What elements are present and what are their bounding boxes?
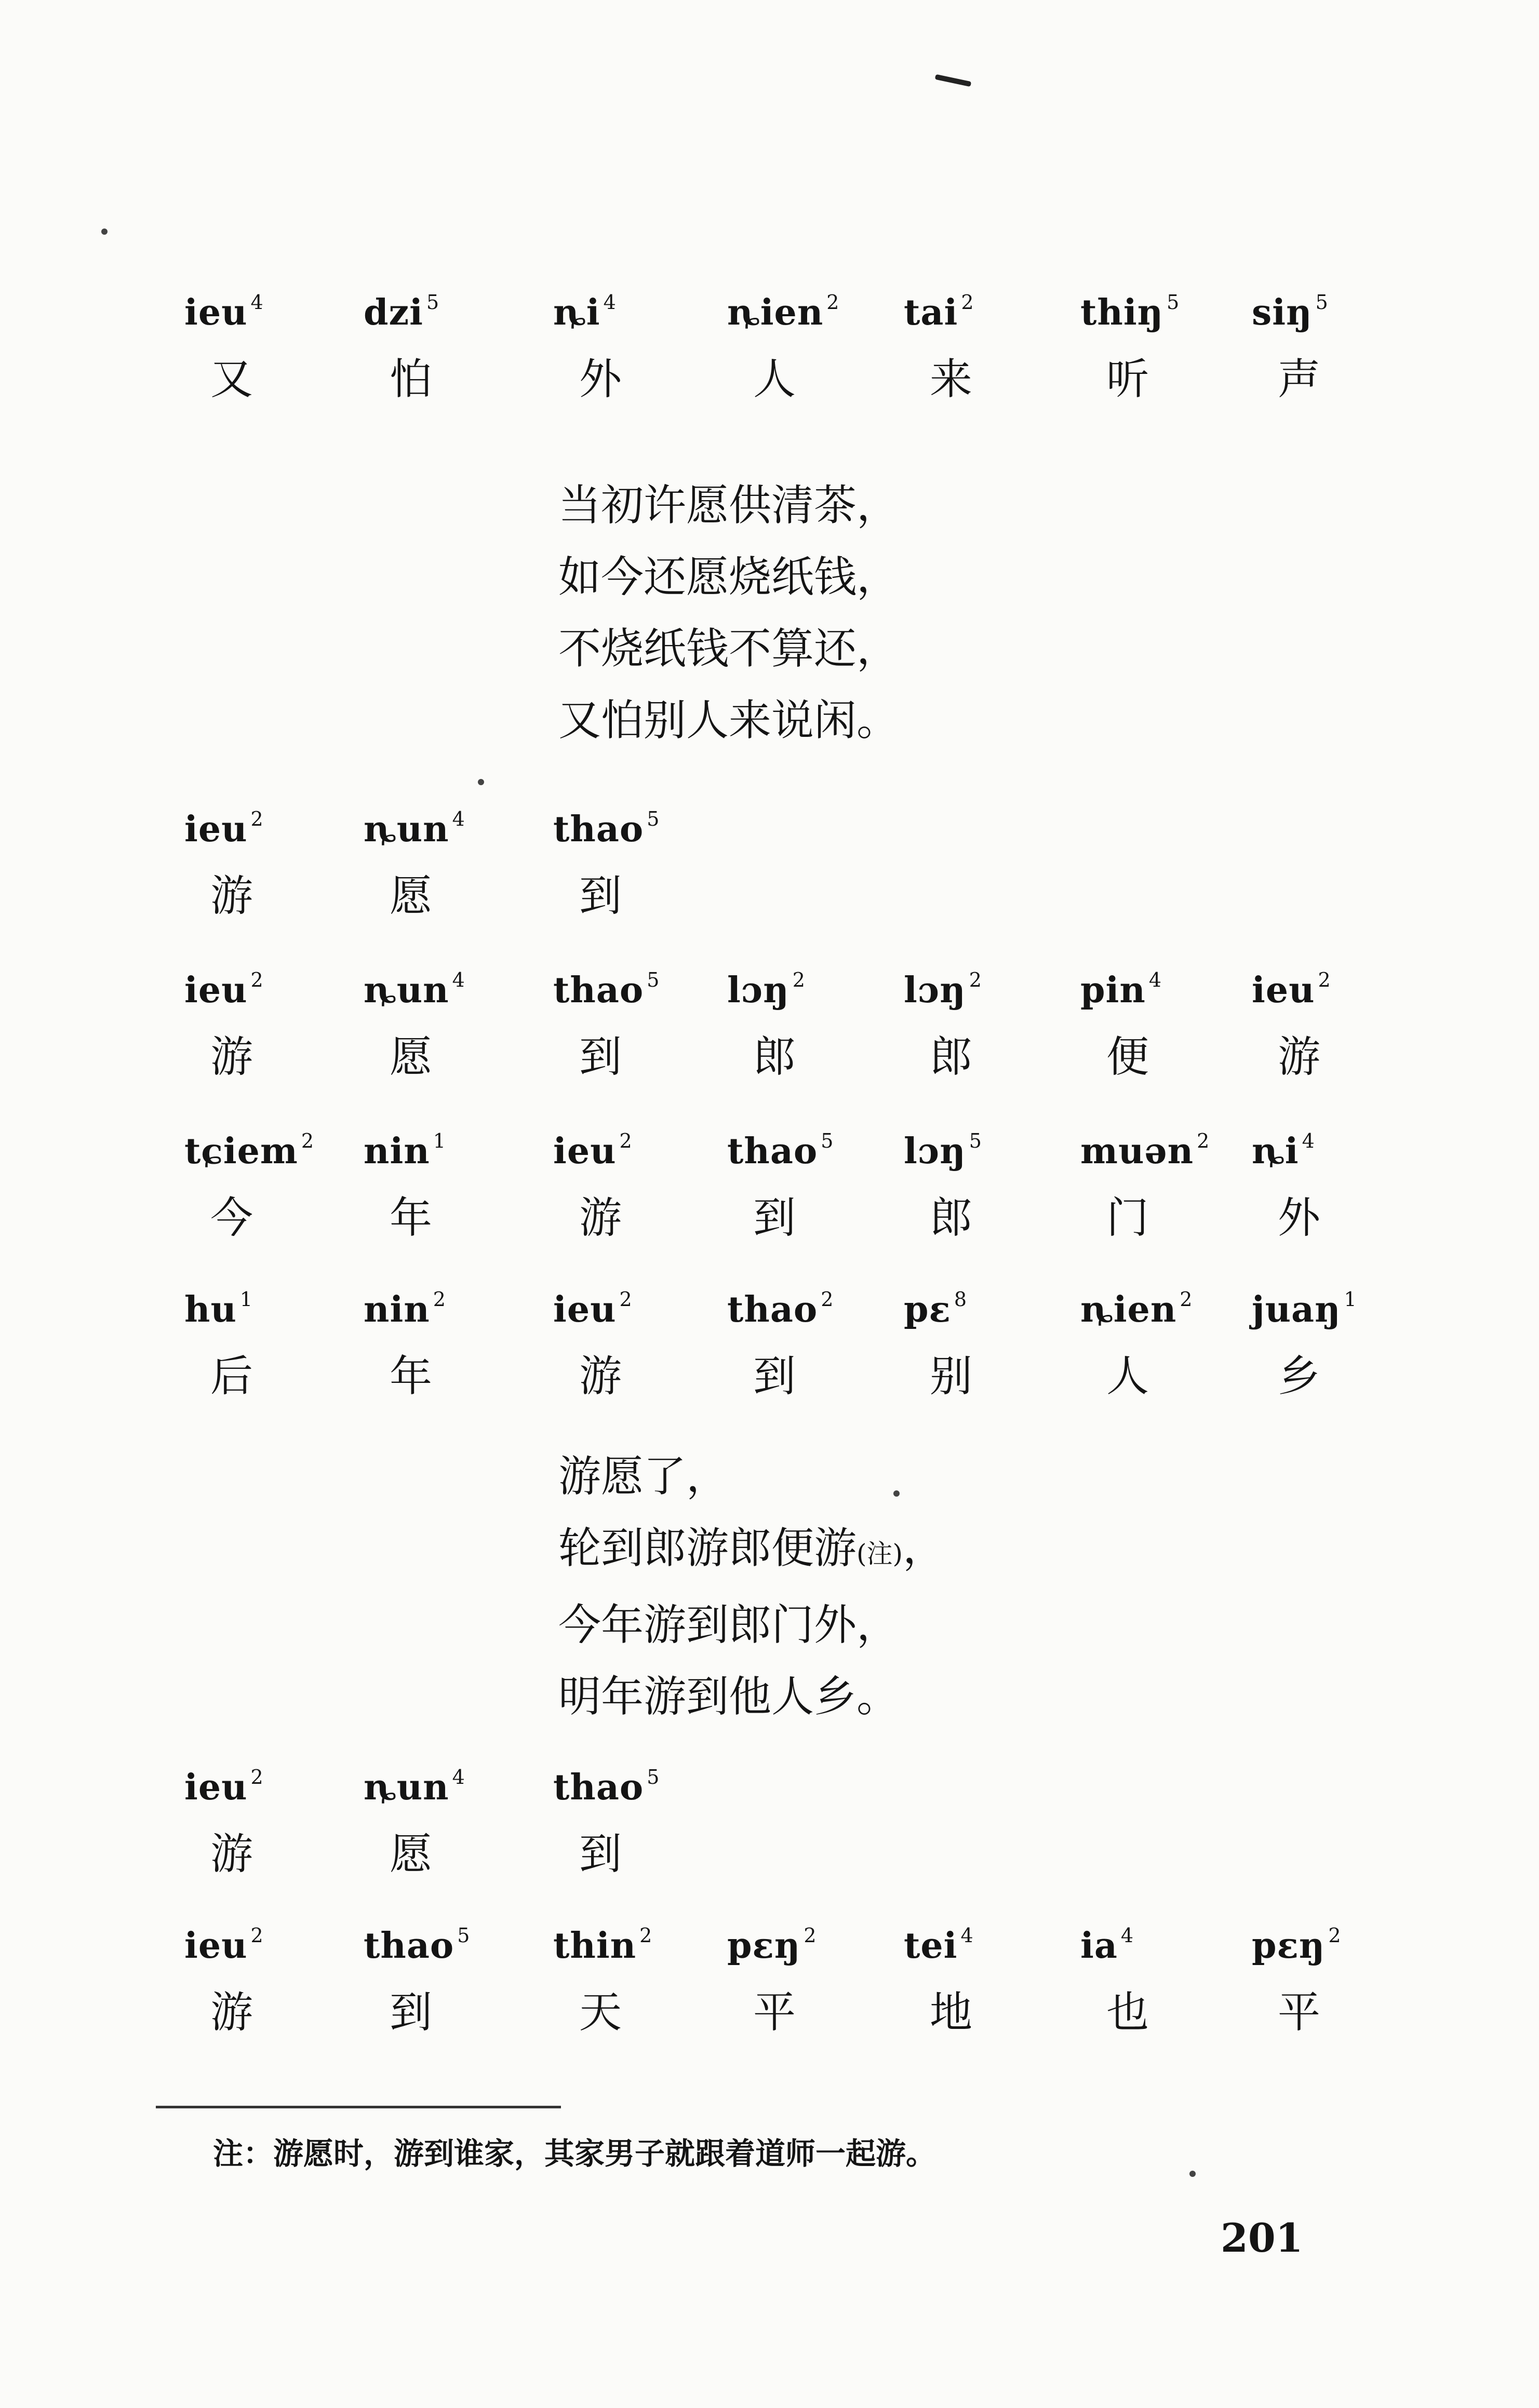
romanization-text: lɔŋ xyxy=(727,970,789,1011)
romanization xyxy=(553,808,660,850)
romanization-text: tɕiem xyxy=(184,1131,298,1172)
romanization xyxy=(553,1288,633,1330)
gloss-row xyxy=(0,1924,1539,2095)
tone-number: 5 xyxy=(647,1766,660,1788)
tone-number: 4 xyxy=(250,291,264,314)
romanization-text: lɔŋ xyxy=(904,970,966,1011)
poem-line-punct: ， xyxy=(903,1524,946,1573)
hanzi: 郎 xyxy=(930,1193,973,1243)
romanization xyxy=(904,291,974,333)
romanization xyxy=(553,968,660,1011)
romanization-text: thin xyxy=(553,1925,637,1967)
poem-line: 明年游到他人乡。 xyxy=(558,1672,900,1721)
hanzi: 游 xyxy=(579,1352,622,1401)
tone-number: 4 xyxy=(452,1766,465,1788)
romanization-text: nin xyxy=(364,1289,430,1330)
romanization xyxy=(727,291,839,333)
speck xyxy=(101,228,108,235)
tone-number: 5 xyxy=(647,968,660,991)
romanization xyxy=(364,291,439,333)
tone-number: 4 xyxy=(452,808,465,830)
hanzi: 愿 xyxy=(390,1829,433,1879)
poem-line: 不烧纸钱不算还， xyxy=(558,624,900,674)
footnote-marker: (注) xyxy=(857,1539,903,1569)
tone-number: 2 xyxy=(1328,1924,1342,1947)
poem-line: 今年游到郎门外， xyxy=(558,1600,900,1650)
romanization-text: ieu xyxy=(184,970,248,1011)
speck xyxy=(478,779,484,785)
romanization xyxy=(727,1288,834,1330)
romanization-text: juaŋ xyxy=(1252,1289,1341,1330)
page-mark xyxy=(935,74,972,87)
romanization xyxy=(904,1129,982,1172)
romanization xyxy=(364,1924,470,1967)
hanzi: 到 xyxy=(579,1032,622,1082)
romanization xyxy=(184,1129,314,1172)
romanization-text: ȵun xyxy=(364,1767,449,1808)
hanzi: 外 xyxy=(1278,1193,1321,1243)
tone-number: 2 xyxy=(969,968,982,991)
gloss-row xyxy=(0,1288,1539,1459)
tone-number: 4 xyxy=(1148,968,1162,991)
tone-number: 5 xyxy=(1315,291,1329,314)
hanzi: 乡 xyxy=(1278,1352,1321,1401)
hanzi: 后 xyxy=(210,1352,253,1401)
hanzi: 别 xyxy=(930,1352,973,1401)
page-number: 201 xyxy=(1221,2215,1303,2261)
romanization-text: ieu xyxy=(1252,970,1315,1011)
romanization xyxy=(1080,1129,1210,1172)
hanzi: 郎 xyxy=(930,1032,973,1082)
hanzi: 到 xyxy=(390,1988,433,2037)
romanization-text: thao xyxy=(553,970,644,1011)
romanization-text: siŋ xyxy=(1252,292,1313,333)
romanization-text: ȵi xyxy=(553,292,600,333)
poem-line-text: 轮到郎游郎便游 xyxy=(558,1524,857,1573)
tone-number: 5 xyxy=(1167,291,1180,314)
romanization-text: ȵien xyxy=(727,292,824,333)
romanization xyxy=(364,1766,465,1808)
romanization xyxy=(184,291,264,333)
tone-number: 5 xyxy=(969,1129,982,1152)
romanization-text: dzi xyxy=(364,292,423,333)
hanzi: 游 xyxy=(210,1988,253,2037)
tone-number: 2 xyxy=(1180,1288,1193,1311)
tone-number: 4 xyxy=(603,291,617,314)
tone-number: 2 xyxy=(250,1766,264,1788)
romanization-text: ȵi xyxy=(1252,1131,1299,1172)
tone-number: 2 xyxy=(250,1924,264,1947)
tone-number: 2 xyxy=(619,1129,633,1152)
hanzi: 到 xyxy=(579,1829,622,1879)
romanization xyxy=(364,1129,446,1172)
tone-number: 2 xyxy=(619,1288,633,1311)
hanzi: 便 xyxy=(1106,1032,1149,1082)
hanzi: 年 xyxy=(390,1352,433,1401)
romanization xyxy=(1252,1129,1315,1172)
hanzi: 游 xyxy=(579,1193,622,1243)
tone-number: 2 xyxy=(301,1129,315,1152)
romanization xyxy=(727,1924,817,1967)
poem-line: 如今还愿烧纸钱， xyxy=(558,553,900,602)
hanzi: 游 xyxy=(210,1829,253,1879)
romanization-text: pɛŋ xyxy=(1252,1925,1326,1967)
speck xyxy=(893,1490,900,1497)
hanzi: 愿 xyxy=(390,1032,433,1082)
romanization-text: ieu xyxy=(553,1289,617,1330)
romanization xyxy=(184,1766,264,1808)
tone-number: 2 xyxy=(1197,1129,1210,1152)
tone-number: 4 xyxy=(1302,1129,1315,1152)
tone-number: 5 xyxy=(426,291,440,314)
poem-stanza-1 xyxy=(558,470,899,757)
romanization xyxy=(904,968,982,1011)
romanization xyxy=(553,1129,633,1172)
tone-number: 1 xyxy=(433,1129,446,1152)
hanzi: 郎 xyxy=(753,1032,796,1082)
romanization xyxy=(727,968,806,1011)
tone-number: 2 xyxy=(1318,968,1331,991)
gloss-row xyxy=(0,808,1539,979)
romanization-text: thiŋ xyxy=(1080,292,1164,333)
romanization xyxy=(364,968,465,1011)
hanzi: 到 xyxy=(753,1193,796,1243)
romanization-text: thao xyxy=(553,1767,644,1808)
tone-number: 2 xyxy=(821,1288,834,1311)
hanzi: 到 xyxy=(753,1352,796,1401)
romanization-text: tai xyxy=(904,292,958,333)
tone-number: 2 xyxy=(961,291,974,314)
hanzi: 来 xyxy=(930,355,973,404)
romanization xyxy=(1080,968,1162,1011)
hanzi: 年 xyxy=(390,1193,433,1243)
tone-number: 2 xyxy=(639,1924,653,1947)
romanization-text: thao xyxy=(727,1289,818,1330)
tone-number: 2 xyxy=(792,968,806,991)
romanization-text: ia xyxy=(1080,1925,1118,1967)
romanization xyxy=(184,808,264,850)
hanzi: 平 xyxy=(753,1988,796,2037)
tone-number: 5 xyxy=(821,1129,834,1152)
romanization-text: ȵien xyxy=(1080,1289,1177,1330)
romanization xyxy=(904,1288,967,1330)
romanization xyxy=(1252,1288,1357,1330)
romanization-text: thao xyxy=(364,1925,454,1967)
poem-line: 当初许愿供清茶， xyxy=(558,481,900,530)
romanization-text: pɛ xyxy=(904,1289,951,1330)
tone-number: 2 xyxy=(250,968,264,991)
tone-number: 4 xyxy=(960,1924,974,1947)
romanization xyxy=(184,968,264,1011)
tone-number: 4 xyxy=(452,968,465,991)
romanization xyxy=(184,1288,253,1330)
tone-number: 1 xyxy=(239,1288,253,1311)
hanzi: 天 xyxy=(579,1988,622,2037)
romanization xyxy=(1252,968,1331,1011)
romanization-text: muən xyxy=(1080,1131,1194,1172)
gloss-row xyxy=(0,968,1539,1140)
gloss-row xyxy=(0,1766,1539,1937)
hanzi: 又 xyxy=(210,355,253,404)
romanization xyxy=(1080,1924,1134,1967)
romanization-text: ieu xyxy=(553,1131,617,1172)
romanization-text: nin xyxy=(364,1131,430,1172)
hanzi: 游 xyxy=(210,871,253,921)
hanzi: 怕 xyxy=(390,355,433,404)
hanzi: 地 xyxy=(930,1988,973,2037)
hanzi: 听 xyxy=(1106,355,1149,404)
tone-number: 8 xyxy=(954,1288,968,1311)
hanzi: 外 xyxy=(579,355,622,404)
hanzi: 平 xyxy=(1278,1988,1321,2037)
tone-number: 2 xyxy=(250,808,264,830)
poem-line: 游愿了， xyxy=(558,1452,729,1501)
romanization-text: hu xyxy=(184,1289,237,1330)
footnote: 注：游愿时，游到谁家，其家男子就跟着道师一起游。 xyxy=(213,2136,936,2171)
romanization xyxy=(184,1924,264,1967)
romanization xyxy=(364,808,465,850)
romanization-text: thao xyxy=(553,809,644,850)
romanization xyxy=(553,1766,660,1808)
hanzi: 游 xyxy=(210,1032,253,1082)
romanization xyxy=(364,1288,446,1330)
romanization xyxy=(727,1129,834,1172)
speck xyxy=(1189,2171,1196,2177)
romanization xyxy=(1252,291,1329,333)
tone-number: 2 xyxy=(433,1288,446,1311)
romanization-text: pin xyxy=(1080,970,1146,1011)
romanization-text: ȵun xyxy=(364,809,449,850)
romanization-text: pɛŋ xyxy=(727,1925,801,1967)
romanization-text: thao xyxy=(727,1131,818,1172)
hanzi: 声 xyxy=(1278,355,1321,404)
romanization xyxy=(553,291,617,333)
tone-number: 5 xyxy=(647,808,660,830)
hanzi: 今 xyxy=(210,1193,253,1243)
romanization-text: ȵun xyxy=(364,970,449,1011)
hanzi: 愿 xyxy=(390,871,433,921)
tone-number: 1 xyxy=(1344,1288,1357,1311)
tone-number: 2 xyxy=(826,291,840,314)
romanization xyxy=(553,1924,652,1967)
romanization xyxy=(1080,291,1180,333)
romanization-text: ieu xyxy=(184,1767,248,1808)
tone-number: 4 xyxy=(1120,1924,1134,1947)
romanization xyxy=(904,1924,974,1967)
hanzi: 到 xyxy=(579,871,622,921)
tone-number: 2 xyxy=(804,1924,817,1947)
romanization-text: lɔŋ xyxy=(904,1131,966,1172)
gloss-row xyxy=(0,1129,1539,1301)
tone-number: 5 xyxy=(457,1924,471,1947)
hanzi: 也 xyxy=(1106,1988,1149,2037)
poem-stanza-2 xyxy=(558,1441,945,1733)
gloss-row xyxy=(0,291,1539,462)
hanzi: 门 xyxy=(1106,1193,1149,1243)
hanzi: 游 xyxy=(1278,1032,1321,1082)
romanization-text: ieu xyxy=(184,809,248,850)
footnote-divider xyxy=(156,2106,561,2108)
hanzi: 人 xyxy=(1106,1352,1149,1401)
romanization-text: tei xyxy=(904,1925,958,1967)
romanization xyxy=(1252,1924,1342,1967)
romanization-text: ieu xyxy=(184,292,248,333)
poem-line xyxy=(558,1513,945,1590)
hanzi: 人 xyxy=(753,355,796,404)
poem-line: 又怕别人来说闲。 xyxy=(558,696,900,745)
romanization-text: ieu xyxy=(184,1925,248,1967)
romanization xyxy=(1080,1288,1193,1330)
